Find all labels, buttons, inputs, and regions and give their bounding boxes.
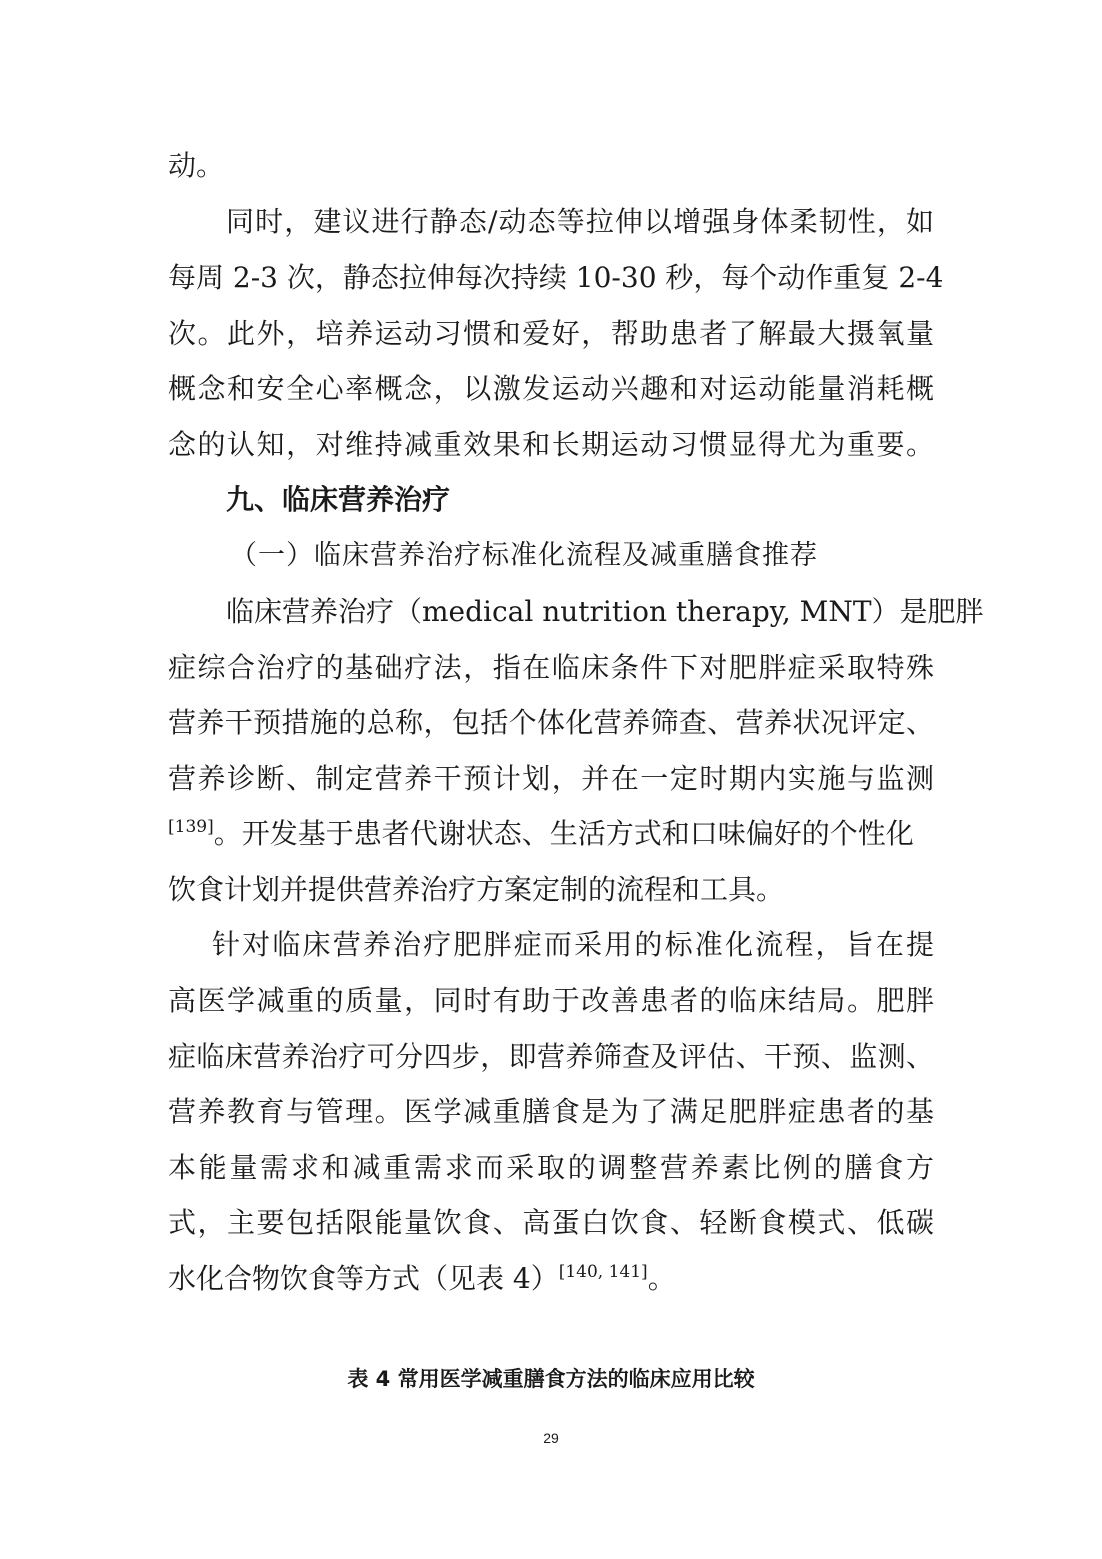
paragraph-line bbox=[168, 1259, 934, 1299]
paragraph-line: 本能量需求和减重需求而采取的调整营养素比例的膳食方 bbox=[168, 1151, 934, 1184]
citation-ref[interactable]: [139] bbox=[168, 817, 214, 837]
subsection-heading: （一）临床营养治疗标准化流程及减重膳食推荐 bbox=[230, 540, 818, 571]
paragraph-text: 水化合物饮食等方式（见表 4） bbox=[168, 1262, 559, 1295]
paragraph-line: 症临床营养治疗可分四步，即营养筛查及评估、干预、监测、 bbox=[168, 1040, 934, 1073]
section-heading: 九、临床营养治疗 bbox=[226, 483, 451, 516]
paragraph-line: 同时，建议进行静态/动态等拉伸以增强身体柔韧性，如 bbox=[226, 205, 934, 238]
paragraph-line: 临床营养治疗（medical nutrition therapy, MNT）是肥胖 bbox=[226, 595, 984, 628]
paragraph-line: 念的认知，对维持减重效果和长期运动习惯显得尤为重要。 bbox=[168, 428, 934, 461]
paragraph-line: 式，主要包括限能量饮食、高蛋白饮食、轻断食模式、低碳 bbox=[168, 1206, 934, 1239]
paragraph-line: 针对临床营养治疗肥胖症而采用的标准化流程，旨在提 bbox=[212, 928, 934, 961]
page-number: 29 bbox=[543, 1430, 559, 1446]
table-caption: 表 4 常用医学减重膳食方法的临床应用比较 bbox=[347, 1367, 755, 1391]
paragraph-line bbox=[168, 814, 934, 854]
paragraph-line: 饮食计划并提供营养治疗方案定制的流程和工具。 bbox=[168, 873, 785, 906]
citation-ref[interactable]: [140, 141] bbox=[558, 1262, 648, 1282]
paragraph-line: 动。 bbox=[168, 149, 225, 182]
paragraph-line: 次。此外，培养运动习惯和爱好，帮助患者了解最大摄氧量 bbox=[168, 317, 934, 350]
paragraph-line: 高医学减重的质量，同时有助于改善患者的临床结局。肥胖 bbox=[168, 984, 934, 1017]
paragraph-line: 营养教育与管理。医学减重膳食是为了满足肥胖症患者的基 bbox=[168, 1095, 934, 1128]
paragraph-line: 每周 2-3 次，静态拉伸每次持续 10-30 秒，每个动作重复 2-4 bbox=[168, 261, 944, 294]
paragraph-line: 概念和安全心率概念，以激发运动兴趣和对运动能量消耗概 bbox=[168, 372, 934, 405]
paragraph-text: 。开发基于患者代谢状态、生活方式和口味偏好的个性化 bbox=[213, 817, 914, 850]
paragraph-line: 症综合治疗的基础疗法，指在临床条件下对肥胖症采取特殊 bbox=[168, 651, 934, 684]
paragraph-line: 营养干预措施的总称，包括个体化营养筛查、营养状况评定、 bbox=[168, 706, 934, 739]
paragraph-line: 营养诊断、制定营养干预计划，并在一定时期内实施与监测 bbox=[168, 762, 934, 795]
paragraph-text: 。 bbox=[647, 1262, 676, 1295]
